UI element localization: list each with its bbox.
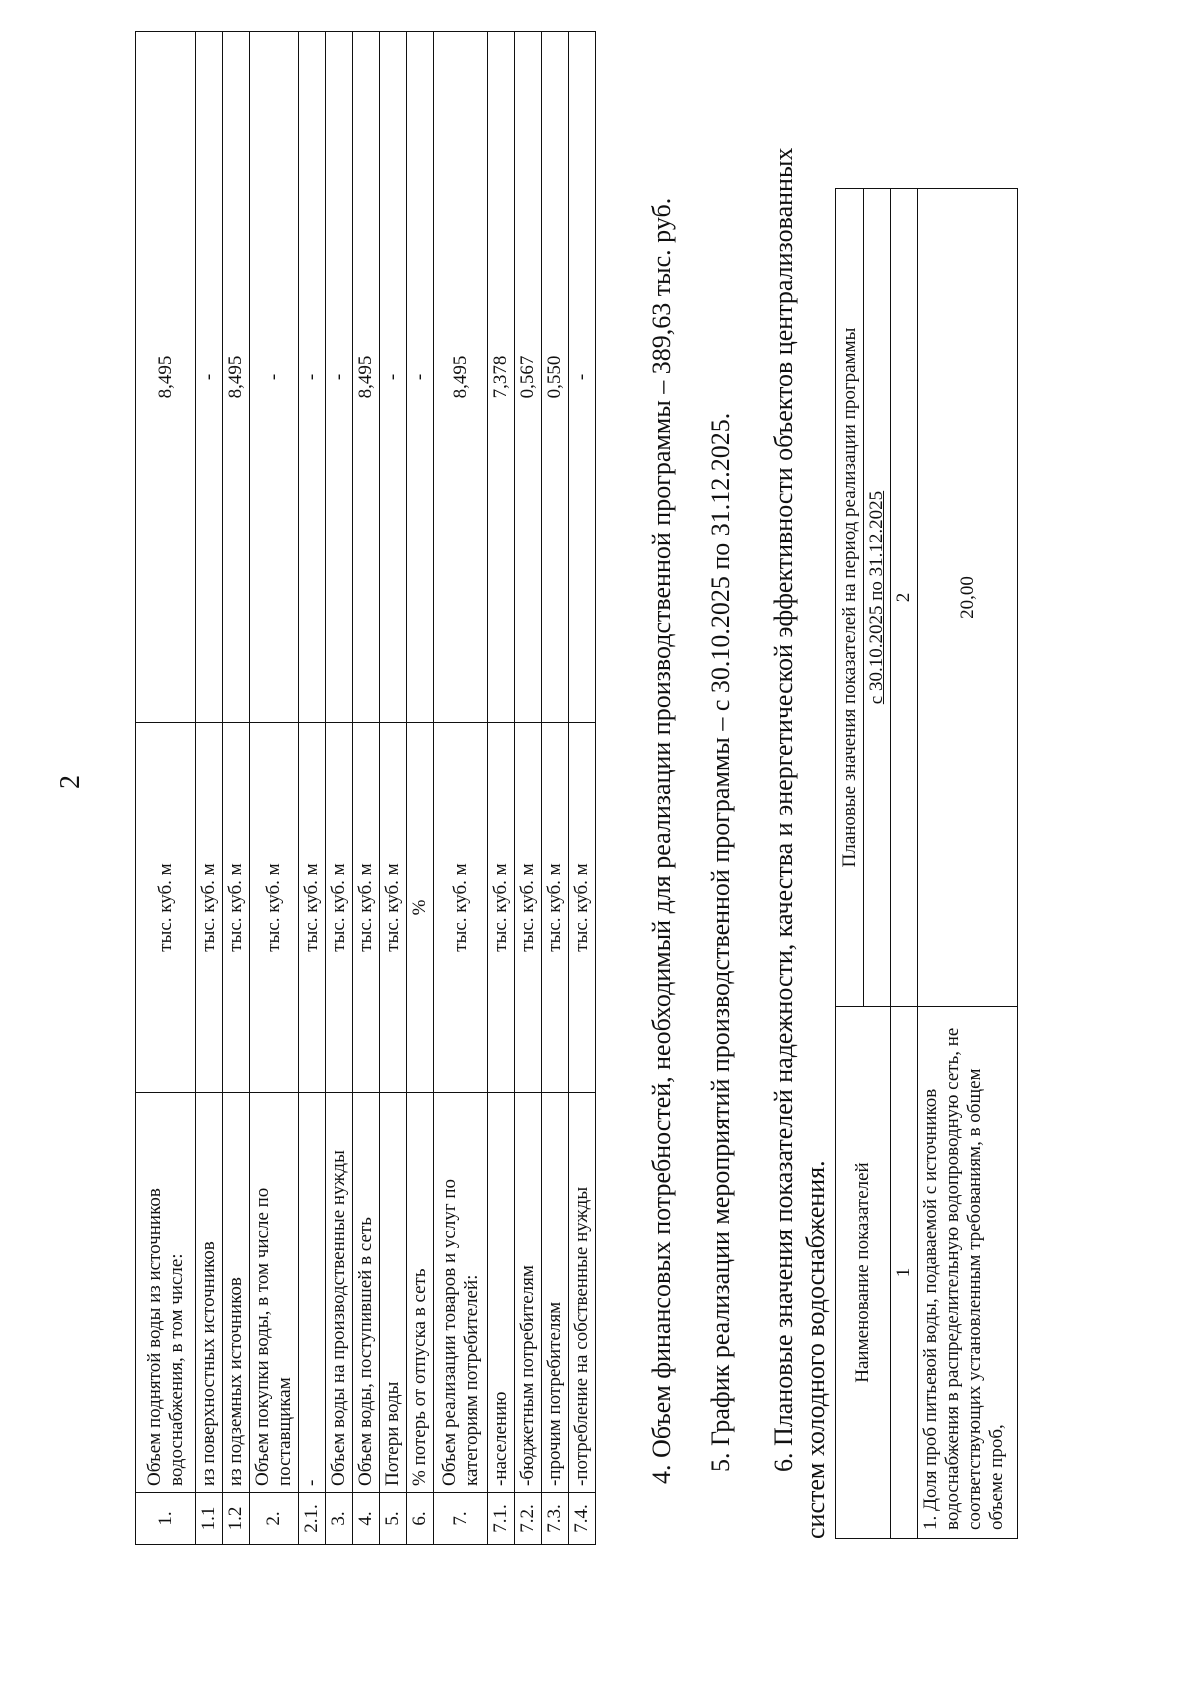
table-row — [515, 32, 542, 1545]
row-unit: тыс. куб. м — [299, 723, 326, 1093]
header-plan-values: Плановые значения показателей на период реализации программы — [836, 189, 864, 1007]
table-row — [196, 32, 223, 1545]
table-row — [353, 32, 380, 1545]
row-unit: тыс. куб. м — [380, 723, 407, 1093]
row-name: из подземных источников — [223, 1093, 250, 1493]
section-5-schedule: 5. График реализации мероприятий производственной программы – с 30.10.2025 по 31.12.2025. — [706, 412, 735, 1472]
table-row — [407, 32, 434, 1545]
row-number: 7.1. — [488, 1493, 515, 1545]
row-number: 7.3. — [542, 1493, 569, 1545]
row-value: - — [407, 32, 434, 723]
row-name: Объем воды, поступившей в сеть — [353, 1093, 380, 1493]
table-row — [569, 32, 596, 1545]
section-6-heading: 6. Плановые значения показателей надежности, качества и энергетической эффективности объектов централизованных — [769, 147, 798, 1472]
row-name: -населению — [488, 1093, 515, 1493]
row-unit: % — [407, 723, 434, 1093]
table-row — [380, 32, 407, 1545]
row-number: 2. — [250, 1493, 299, 1545]
row-number: 6. — [407, 1493, 434, 1545]
row-value: 8,495 — [223, 32, 250, 723]
row-unit: тыс. куб. м — [250, 723, 299, 1093]
header-indicator-name: Наименование показателей — [836, 1007, 891, 1539]
table-row — [136, 32, 196, 1545]
indicator-table — [835, 188, 1018, 1539]
row-name: -бюджетным потребителям — [515, 1093, 542, 1493]
row-name: - — [299, 1093, 326, 1493]
row-number: 7. — [434, 1493, 488, 1545]
row-name: -прочим потребителям — [542, 1093, 569, 1493]
row-name: Потери воды — [380, 1093, 407, 1493]
row-unit: тыс. куб. м — [196, 723, 223, 1093]
row-value: 8,495 — [353, 32, 380, 723]
row-number: 3. — [326, 1493, 353, 1545]
row-number: 1.1 — [196, 1493, 223, 1545]
row-unit: тыс. куб. м — [569, 723, 596, 1093]
header-period: с 30.10.2025 по 31.12.2025 — [864, 189, 891, 1007]
row-unit: тыс. куб. м — [488, 723, 515, 1093]
indicator-value: 20,00 — [918, 189, 1018, 1007]
row-name: -потребление на собственные нужды — [569, 1093, 596, 1493]
row-unit: тыс. куб. м — [353, 723, 380, 1093]
row-unit: тыс. куб. м — [515, 723, 542, 1093]
column-number-2: 2 — [891, 189, 918, 1007]
row-name: Объем реализации товаров и услуг по категориям потребителей: — [434, 1093, 488, 1493]
row-unit: тыс. куб. м — [542, 723, 569, 1093]
row-value: 0,550 — [542, 32, 569, 723]
table-header-row — [836, 189, 864, 1539]
row-name: Объем покупки воды, в том числе по поставщикам — [250, 1093, 299, 1493]
row-unit: тыс. куб. м — [326, 723, 353, 1093]
table-row — [299, 32, 326, 1545]
row-number: 7.2. — [515, 1493, 542, 1545]
row-value: - — [196, 32, 223, 723]
row-value: - — [250, 32, 299, 723]
row-name: % потерь от отпуска в сеть — [407, 1093, 434, 1493]
row-value: - — [326, 32, 353, 723]
row-value: 8,495 — [434, 32, 488, 723]
water-balance-table — [135, 31, 596, 1545]
column-number-1: 1 — [891, 1007, 918, 1539]
table-row — [918, 189, 1018, 1539]
row-value: 8,495 — [136, 32, 196, 723]
row-value: - — [299, 32, 326, 723]
table-column-number-row — [891, 189, 918, 1539]
row-number: 1.2 — [223, 1493, 250, 1545]
row-number: 1. — [136, 1493, 196, 1545]
row-value: 0,567 — [515, 32, 542, 723]
indicator-name: 1. Доля проб питьевой воды, подаваемой с источников водоснабжения в распределительную водопроводную сеть, не соответствующих установленным требованиям, в общем объеме проб, — [918, 1007, 1018, 1539]
section-6-heading-continued: систем холодного водоснабжения. — [801, 1160, 830, 1539]
table-row — [326, 32, 353, 1545]
row-value: 7,378 — [488, 32, 515, 723]
table-row — [488, 32, 515, 1545]
row-name: Объем поднятой воды из источников водоснабжения, в том числе: — [136, 1093, 196, 1493]
row-value: - — [569, 32, 596, 723]
row-unit: тыс. куб. м — [434, 723, 488, 1093]
row-unit: тыс. куб. м — [136, 723, 196, 1093]
table-row — [542, 32, 569, 1545]
row-name: Объем воды на производственные нужды — [326, 1093, 353, 1493]
table-row — [223, 32, 250, 1545]
page-number: 2 — [55, 775, 86, 789]
row-number: 5. — [380, 1493, 407, 1545]
row-number: 2.1. — [299, 1493, 326, 1545]
table-row — [250, 32, 299, 1545]
row-unit: тыс. куб. м — [223, 723, 250, 1093]
row-value: - — [380, 32, 407, 723]
row-number: 7.4. — [569, 1493, 596, 1545]
row-number: 4. — [353, 1493, 380, 1545]
row-name: из поверхностных источников — [196, 1093, 223, 1493]
table-row — [434, 32, 488, 1545]
section-4-financial-needs: 4. Объем финансовых потребностей, необходимый для реализации производственной программы – 389,63 тыс. руб. — [647, 197, 676, 1484]
